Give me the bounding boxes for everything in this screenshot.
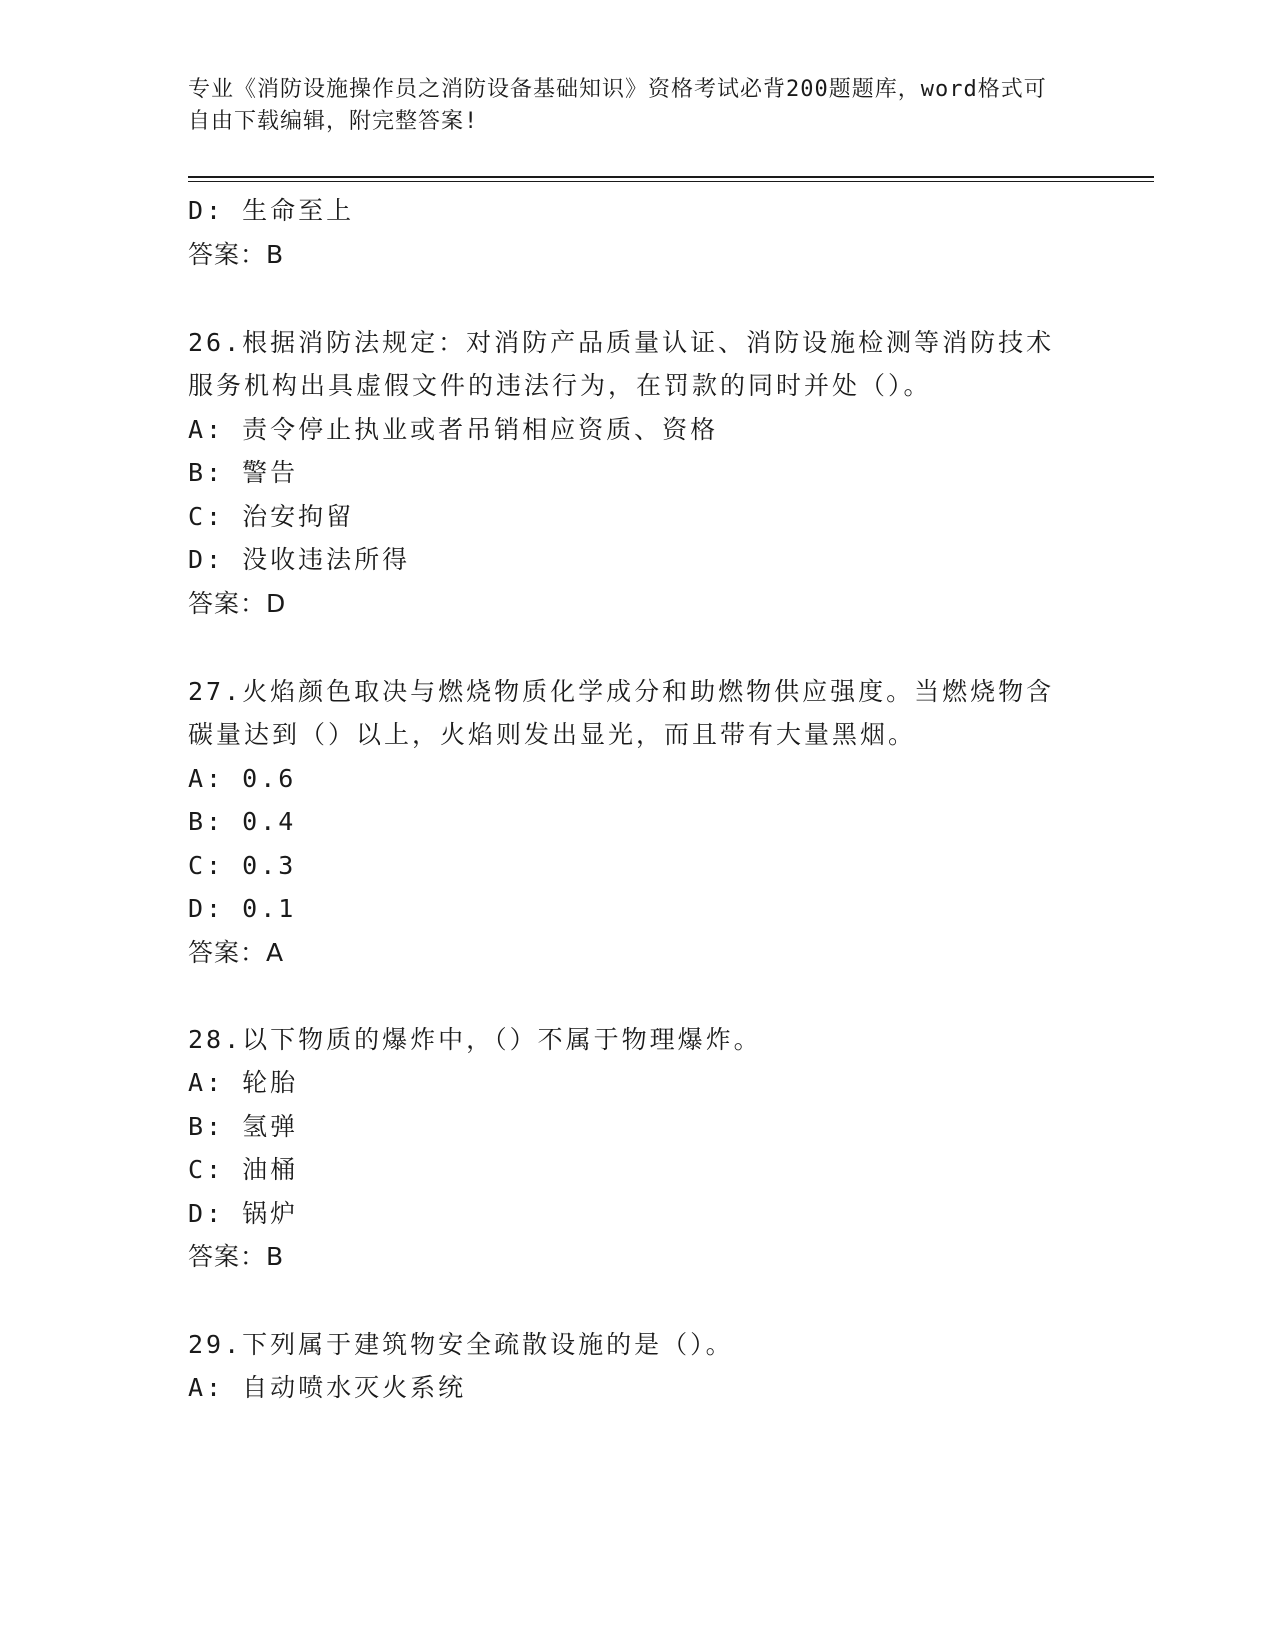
option-line: A: 自动喷水灭火系统 (188, 1373, 467, 1402)
option-line: B: 0.4 (188, 807, 297, 836)
answer-line: 答案：A (188, 938, 285, 967)
option-line: B: 警告 (188, 458, 299, 487)
option-line: B: 氢弹 (188, 1112, 299, 1141)
option-line: A: 轮胎 (188, 1068, 299, 1097)
answer-line: 答案：D (188, 589, 287, 618)
document-header: 专业《消防设施操作员之消防设备基础知识》资格考试必背200题题库，word格式可自由下载编辑，附完整答案! (188, 77, 1047, 134)
option-line: C: 治安拘留 (188, 502, 355, 531)
question-line: 26.根据消防法规定：对消防产品质量认证、消防设施检测等消防技术 (188, 328, 1055, 357)
header-divider (188, 176, 1154, 178)
question-line: 服务机构出具虚假文件的违法行为，在罚款的同时并处（）。 (188, 371, 932, 400)
answer-line: 答案：B (188, 1242, 285, 1271)
option-line: A: 0.6 (188, 764, 297, 793)
option-line: D: 0.1 (188, 894, 297, 923)
question-line: 27.火焰颜色取决与燃烧物质化学成分和助燃物供应强度。当燃烧物含 (188, 677, 1055, 706)
question-line: 碳量达到（）以上，火焰则发出显光，而且带有大量黑烟。 (188, 720, 917, 749)
option-line: C: 油桶 (188, 1155, 299, 1184)
answer-line: 答案：B (188, 240, 285, 269)
question-line: 29.下列属于建筑物安全疏散设施的是（）。 (188, 1330, 734, 1359)
option-line: D: 没收违法所得 (188, 545, 411, 574)
option-line: D: 锅炉 (188, 1199, 299, 1228)
option-line: C: 0.3 (188, 851, 297, 880)
option-line: A: 责令停止执业或者吊销相应资质、资格 (188, 415, 719, 444)
question-line: 28.以下物质的爆炸中，（）不属于物理爆炸。 (188, 1025, 762, 1054)
header-divider-thin (188, 181, 1154, 182)
option-line: D: 生命至上 (188, 196, 355, 225)
